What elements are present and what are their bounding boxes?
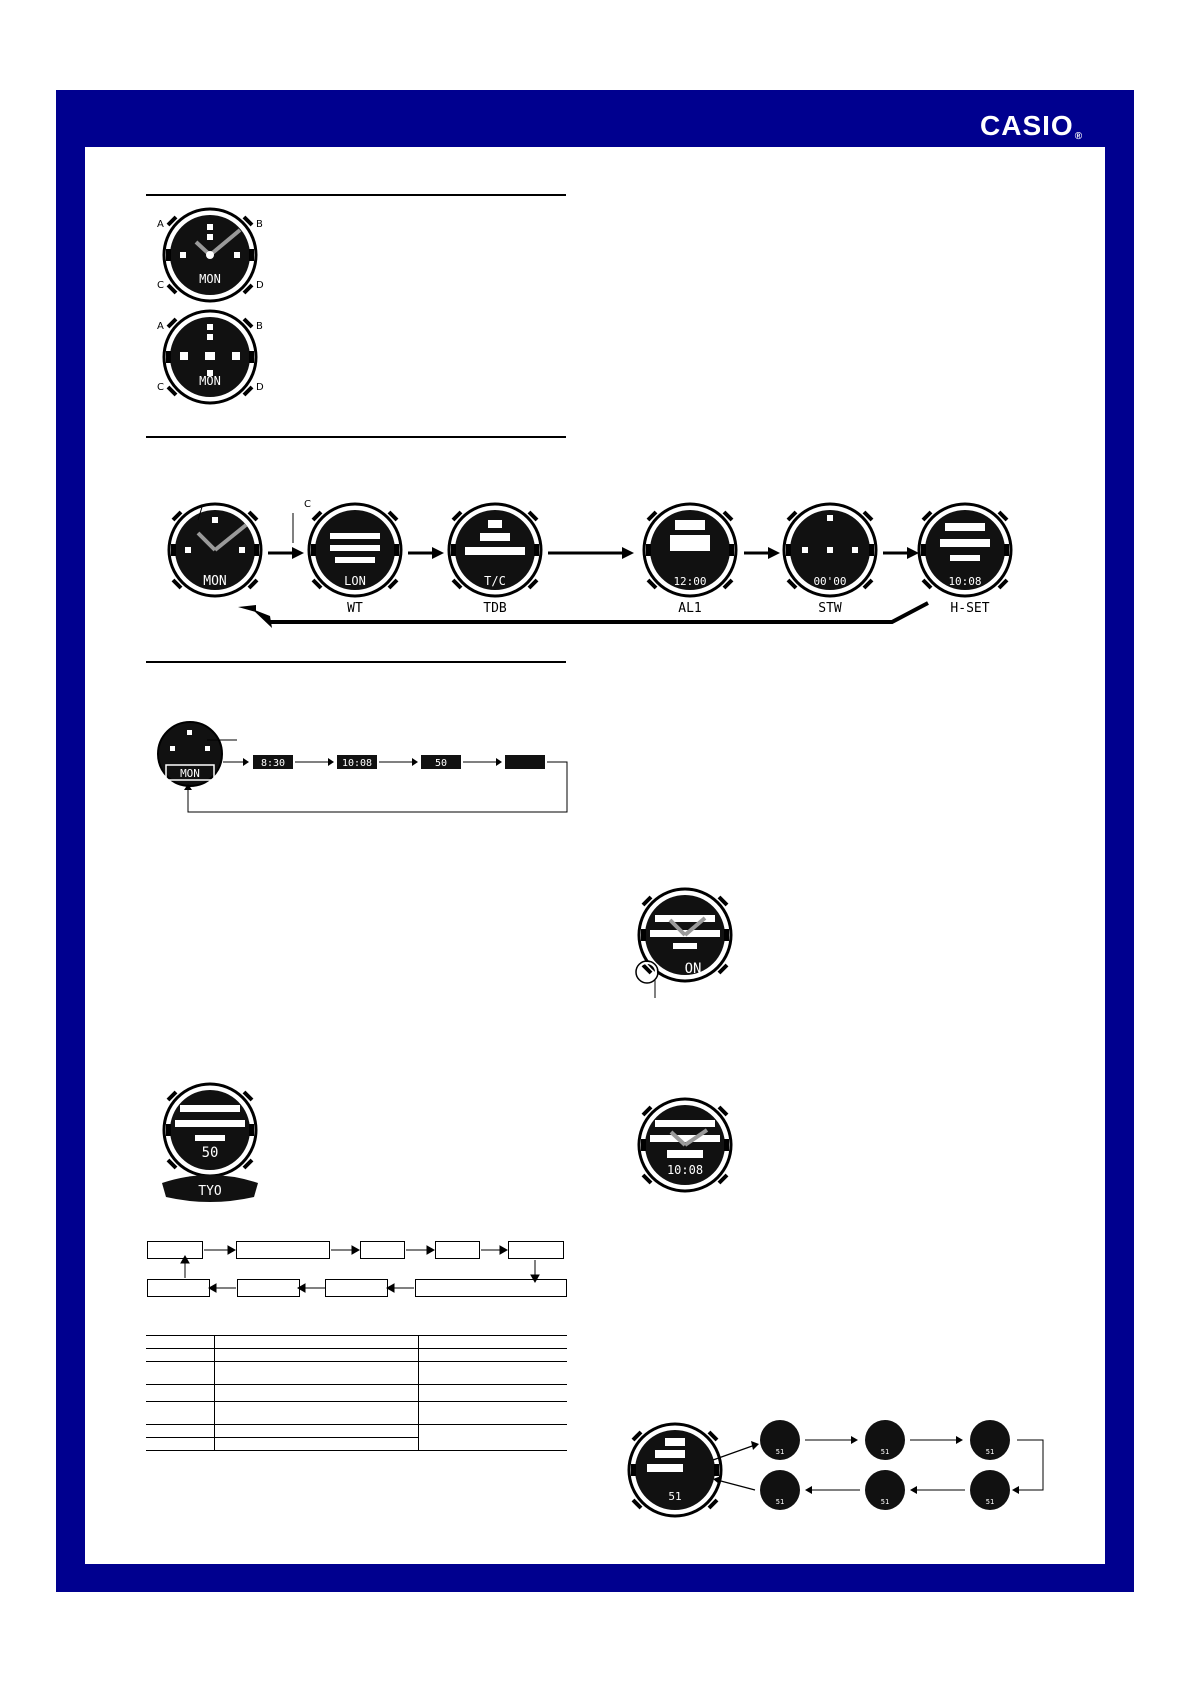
table-cell: [214, 1362, 418, 1385]
table-row: [146, 1385, 567, 1402]
mode-label-tdb: TDB: [483, 601, 507, 616]
mode-flow-diagram: [150, 495, 1020, 635]
table-row: [146, 1402, 567, 1425]
setting-display-bottom: TYO: [198, 1184, 222, 1199]
table-row: [146, 1336, 567, 1349]
table-cell: [418, 1336, 567, 1349]
mode-label-wt: WT: [347, 601, 363, 616]
demo-display-6: 51: [775, 1498, 785, 1506]
table-cell: [214, 1336, 418, 1349]
watch1-display: MON: [199, 272, 221, 286]
table-cell: [418, 1425, 567, 1451]
demo-flow-diagram: [625, 1420, 1050, 1520]
button-c-label: C: [157, 382, 164, 393]
demo-display-5: 51: [880, 1498, 890, 1506]
table-row: [146, 1425, 567, 1438]
mode-label-hset: H-SET: [950, 601, 990, 616]
table-cell: [146, 1438, 214, 1451]
settings-table: [146, 1335, 567, 1451]
display-flow-diagram: [145, 720, 570, 820]
setting-display-top: 50: [201, 1145, 219, 1161]
mode-main-display: MON: [203, 574, 227, 589]
display-step-2: 10:08: [341, 758, 373, 769]
button-b-label: B: [256, 321, 263, 332]
demo-display-1: 51: [775, 1448, 785, 1456]
button-c-label: C: [157, 280, 164, 291]
table-cell: [146, 1385, 214, 1402]
table-row: [146, 1349, 567, 1362]
display-step-1: 8:30: [260, 758, 286, 769]
mode-al-display: 12:00: [673, 575, 707, 588]
demo-display-2: 51: [880, 1448, 890, 1456]
section-rule-3: [146, 661, 566, 663]
table-cell: [146, 1336, 214, 1349]
section-rule-2: [146, 436, 566, 438]
demo-display-4: 51: [985, 1498, 995, 1506]
table-cell: [146, 1362, 214, 1385]
table-row: [146, 1362, 567, 1385]
mode-button-marker: C: [304, 499, 311, 510]
button-a-label: A: [157, 219, 164, 230]
mode-tdb-display: T/C: [484, 574, 506, 588]
mode-label-stw: STW: [818, 601, 842, 616]
table-cell: [214, 1385, 418, 1402]
logo-text: CASIO: [980, 110, 1074, 141]
display-step-3: 50: [434, 758, 448, 769]
setting-flow-arrows: [140, 1235, 580, 1305]
demo-display-main: 51: [668, 1490, 682, 1503]
mode-wt-display: LON: [344, 574, 366, 588]
watch2-display: MON: [199, 374, 221, 388]
table-cell: [214, 1438, 418, 1451]
table-cell: [214, 1402, 418, 1425]
demo-display-3: 51: [985, 1448, 995, 1456]
mode-stw-display: 00'00: [813, 575, 847, 588]
table-cell: [214, 1425, 418, 1438]
watch-normal-hands: [150, 210, 270, 300]
table-cell: [418, 1349, 567, 1362]
hand-setting-watch: [625, 1100, 745, 1190]
table-cell: [146, 1425, 214, 1438]
watch-hands-hidden: [150, 312, 270, 402]
hand-setting-display: 10:08: [666, 1163, 704, 1177]
casio-logo: [980, 110, 1083, 142]
mode-label-al: AL1: [678, 601, 702, 616]
setting-watch: [150, 1085, 270, 1210]
button-b-label: B: [256, 219, 263, 230]
table-cell: [214, 1349, 418, 1362]
section-rule-1: [146, 194, 566, 196]
table-cell: [418, 1362, 567, 1385]
table-cell: [418, 1385, 567, 1402]
alarm-display: ON: [684, 961, 702, 977]
alarm-watch: [625, 890, 745, 1000]
button-a-label: A: [157, 321, 164, 332]
mode-hset-display: 10:08: [948, 575, 982, 588]
table-cell: [418, 1402, 567, 1425]
table-cell: [146, 1349, 214, 1362]
button-d-label: D: [256, 382, 264, 393]
display-flow-start: MON: [180, 767, 200, 780]
registered-mark: ®: [1074, 131, 1084, 142]
button-d-label: D: [256, 280, 264, 291]
table-cell: [146, 1402, 214, 1425]
